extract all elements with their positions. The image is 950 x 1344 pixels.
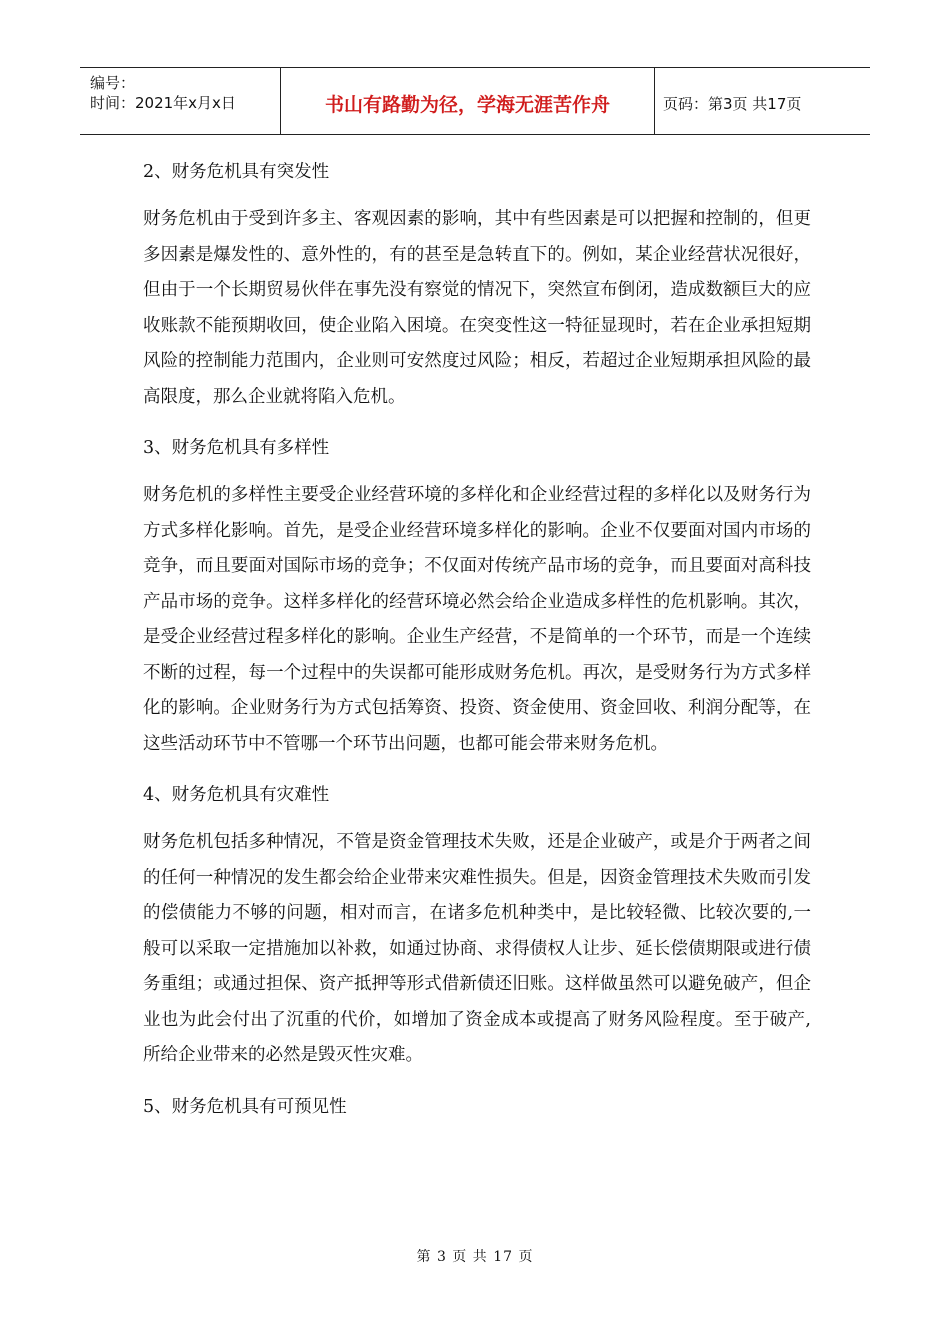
- document-body: [143, 153, 811, 1137]
- header-info-cell: [80, 68, 281, 134]
- page-code: 页码：第3页 共17页: [663, 94, 802, 113]
- number-label: 编号：: [90, 74, 136, 92]
- time-label: 时间：2021年x月x日: [90, 94, 236, 112]
- page-footer: 第 3 页 共 17 页: [416, 1249, 534, 1265]
- page-header: [80, 67, 870, 135]
- section-heading: 5、财务危机具有可预见性: [143, 1096, 347, 1117]
- section-paragraph: 财务危机的多样性主要受企业经营环境的多样化和企业经营过程的多样化以及财务行为方式多样化影响。首先，是受企业经营环境多样化的影响。企业不仅要面对国内市场的竞争，而且要面对国际市场的竞争；不仅面对传统产品市场的竞争，而且要面对高科技产品市场的竞争。这样多样化的经营环境必然会给企业造成多样性的危机影响。其次，是受企业经营过程多样化的影响。企业生产经营，不是简单的一个环节，而是一个连续不断的过程，每一个过程中的失误都可能形成财务危机。再次，是受财务行为方式多样化的影响。企业财务行为方式包括筹资、投资、资金使用、资金回收、利润分配等，在这些活动环节中不管哪一个环节出问题，也都可能会带来财务危机。: [143, 485, 811, 754]
- section-paragraph: 财务危机包括多种情况，不管是资金管理技术失败，还是企业破产，或是介于两者之间的任何一种情况的发生都会给企业带来灾难性损失。但是，因资金管理技术失败而引发的偿债能力不够的问题，相对而言，在诸多危机种类中，是比较轻微、比较次要的,一般可以采取一定措施加以补救，如通过协商、求得债权人让步、延长偿债期限或进行债务重组；或通过担保、资产抵押等形式借新债还旧账。这样做虽然可以避免破产，但企业也为此会付出了沉重的代价，如增加了资金成本或提高了财务风险程度。至于破产,所给企业带来的必然是毁灭性灾难。: [143, 832, 811, 1065]
- motto-text: 书山有路勤为径，学海无涯苦作舟: [281, 68, 655, 134]
- section-paragraph: 财务危机由于受到许多主、客观因素的影响，其中有些因素是可以把握和控制的，但更多因素是爆发性的、意外性的，有的甚至是急转直下的。例如，某企业经营状况很好，但由于一个长期贸易伙伴在事先没有察觉的情况下，突然宣布倒闭，造成数额巨大的应收账款不能预期收回，使企业陷入困境。在突变性这一特征显现时，若在企业承担短期风险的控制能力范围内，企业则可安然度过风险；相反，若超过企业短期承担风险的最高限度，那么企业就将陷入危机。: [143, 209, 811, 407]
- section-heading: 4、财务危机具有灾难性: [143, 785, 330, 805]
- section-heading: 2、财务危机具有突发性: [143, 162, 330, 182]
- section-heading: 3、财务危机具有多样性: [143, 438, 330, 458]
